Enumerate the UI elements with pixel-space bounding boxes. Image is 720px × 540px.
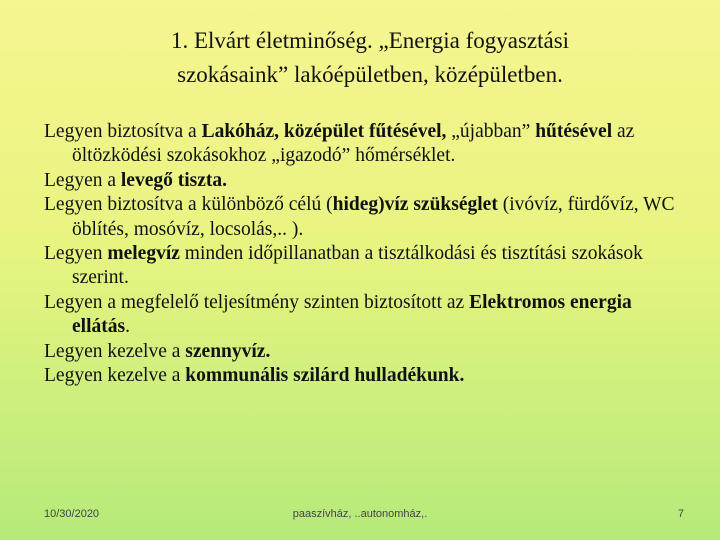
body-paragraph — [44, 364, 684, 388]
text-run: Legyen kezelve a — [44, 365, 186, 387]
text-run: az öltözködési szokásokhoz „igazodó” hőmérséklet. — [72, 121, 635, 167]
text-run: Legyen — [44, 243, 108, 265]
text-run: (ivóvíz, fürdővíz, WC öblítés, mosóvíz, locsolás,.. ). — [72, 194, 675, 240]
body-paragraph — [44, 340, 684, 364]
text-run: . — [125, 316, 130, 338]
footer-text: paaszívház, ..autonomház,. — [292, 508, 428, 520]
bold-text-run: hűtésével — [535, 121, 613, 142]
body-paragraph — [44, 242, 684, 291]
text-run: minden időpillanatban a tisztálkodási és tisztítási szokások szerint. — [72, 243, 643, 289]
body-paragraph — [44, 193, 684, 242]
bold-text-run: Elektromos energia ellátás — [72, 291, 632, 338]
slide-title-line-1: 1. Elvárt életminőség. „Energia fogyasztási — [170, 28, 570, 53]
bold-text-run: szennyvíz. — [185, 340, 271, 362]
bold-text-run: kommunális szilárd hulladékunk. — [185, 365, 465, 387]
footer-date: 10/30/2020 — [44, 508, 100, 520]
slide-title-line-2: szokásaink” lakóépületben, középületben. — [177, 62, 563, 87]
text-run: Legyen biztosítva a különböző célú ( — [44, 194, 333, 216]
body-paragraph — [44, 169, 684, 193]
bold-text-run: hideg)víz szükséglet — [332, 194, 498, 216]
bold-text-run: Lakóház, középület fűtésével, — [201, 121, 447, 142]
slide-body — [44, 120, 684, 388]
slide-title — [60, 24, 680, 92]
body-paragraph — [44, 120, 684, 169]
bold-text-run: melegvíz — [107, 243, 180, 265]
body-paragraph — [44, 291, 684, 340]
text-run: Legyen a megfelelő teljesítmény szinten biztosított az — [44, 291, 470, 313]
text-run: Legyen biztosítva a — [44, 121, 202, 142]
text-run: Legyen a — [44, 169, 121, 191]
text-run: Legyen kezelve a — [44, 340, 186, 362]
bold-text-run: levegő tiszta. — [120, 169, 228, 191]
page-number: 7 — [677, 508, 684, 520]
text-run: „újabban” — [446, 121, 536, 142]
